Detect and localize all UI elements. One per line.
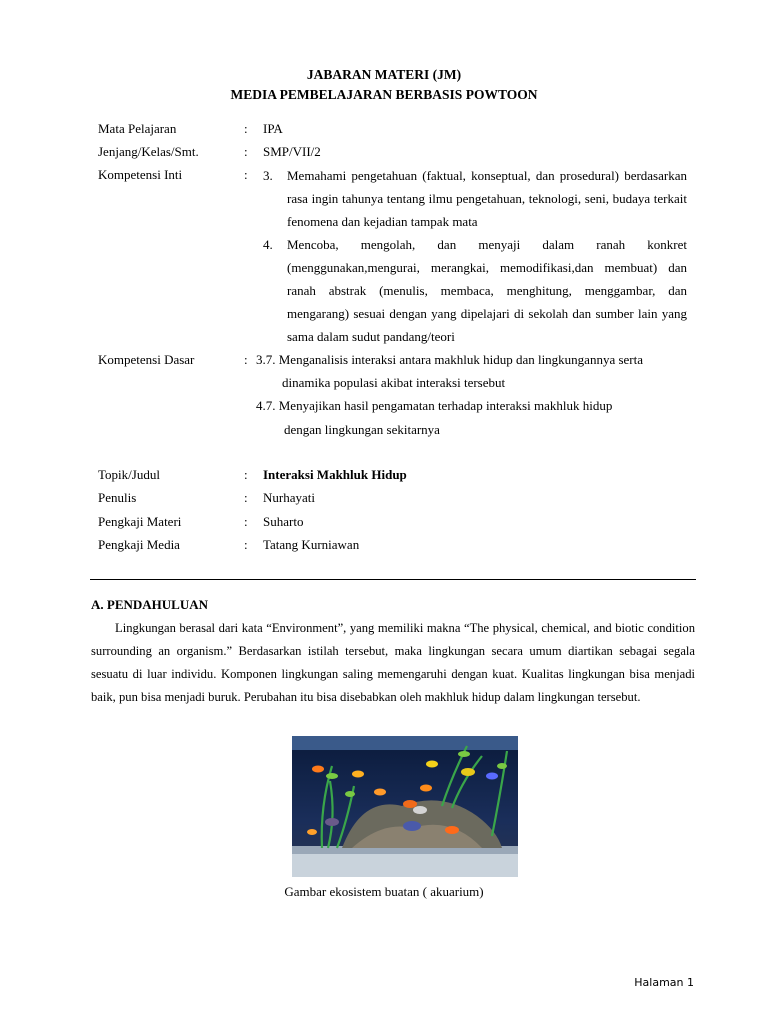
- info-value: SMP/VII/2: [263, 144, 321, 159]
- kd-3-7-line-1: 3.7. Menganalisis interaksi antara makhluk hidup dan lingkungannya serta: [256, 352, 644, 367]
- info-row-pengkaji-media: [98, 537, 698, 557]
- info-row-topik: [98, 467, 698, 487]
- info-colon: :: [244, 121, 248, 136]
- image-caption: Gambar ekosistem buatan ( akuarium): [284, 884, 484, 899]
- info-colon: :: [244, 352, 248, 367]
- horizontal-divider: [90, 579, 696, 580]
- kompetensi-inti-item-3: [263, 164, 687, 234]
- info-value: Suharto: [263, 514, 304, 529]
- info-value: Nurhayati: [263, 490, 315, 505]
- info-value: Tatang Kurniawan: [263, 537, 360, 552]
- ki-text: Memahami pengetahuan (faktual, konseptual, dan prosedural) berdasarkan rasa ingin tahunya tentang ilmu pengetahuan, teknologi, seni, budaya terkait fenomena dan kejadian tampak mata: [287, 168, 687, 229]
- kd-3-7-line-2: dinamika populasi akibat interaksi tersebut: [282, 375, 506, 390]
- ki-number: 3.: [263, 168, 273, 183]
- info-colon: :: [244, 537, 248, 552]
- info-label: Topik/Judul: [98, 467, 160, 482]
- info-value: Interaksi Makhluk Hidup: [263, 467, 407, 482]
- info-label: Kompetensi Inti: [98, 167, 183, 182]
- info-row-mata-pelajaran: [98, 121, 698, 141]
- info-colon: :: [244, 467, 248, 482]
- kompetensi-inti-item-4: [263, 233, 687, 348]
- info-colon: :: [244, 490, 248, 505]
- info-label: Penulis: [98, 490, 137, 505]
- info-row-penulis: [98, 490, 698, 510]
- info-row-pengkaji-materi: [98, 514, 698, 534]
- info-colon: :: [244, 514, 248, 529]
- info-value: IPA: [263, 121, 283, 136]
- info-label: Kompetensi Dasar: [98, 352, 195, 367]
- aquarium-image: [292, 736, 518, 877]
- document-title: JABARAN MATERI (JM): [306, 67, 462, 82]
- document-subtitle: MEDIA PEMBELAJARAN BERBASIS POWTOON: [230, 87, 538, 102]
- info-colon: :: [244, 167, 248, 182]
- info-label: Pengkaji Materi: [98, 514, 182, 529]
- info-label: Pengkaji Media: [98, 537, 180, 552]
- info-row-jenjang: [98, 144, 698, 164]
- aquarium-illustration: [292, 736, 518, 877]
- ki-number: 4.: [263, 237, 273, 252]
- info-colon: :: [244, 144, 248, 159]
- info-label: Jenjang/Kelas/Smt.: [98, 144, 199, 159]
- intro-paragraph: Lingkungan berasal dari kata “Environment”, yang memiliki makna “The physical, chemical, and biotic condition surrounding an organism.” Berdasarkan istilah tersebut, maka lingkungan secara umum diartikan sebagai segala sesuatu di luar individu. Komponen lingkungan saling memengaruhi dengan kuat. Kualitas lingkungan bisa menjadi baik, pun bisa menjadi buruk. Perubahan itu bisa disebabkan oleh makhluk hidup dalam lingkungan tersebut.: [91, 621, 695, 704]
- section-heading: A. PENDAHULUAN: [91, 597, 208, 612]
- info-label: Mata Pelajaran: [98, 121, 177, 136]
- kd-4-7-line-2: dengan lingkungan sekitarnya: [284, 422, 440, 437]
- kd-4-7-line-1: 4.7. Menyajikan hasil pengamatan terhadap interaksi makhluk hidup: [256, 398, 613, 413]
- page-number: Halaman 1: [634, 976, 694, 989]
- ki-text: Mencoba, mengolah, dan menyaji dalam ranah konkret (menggunakan,mengurai, merangkai, memodifikasi,dan membuat) dan ranah abstrak (menulis, membaca, menghitung, menggambar, dan mengarang) sesuai dengan yang dipelajari di sekolah dan sumber lain yang sama dalam sudut pandang/teori: [287, 237, 687, 344]
